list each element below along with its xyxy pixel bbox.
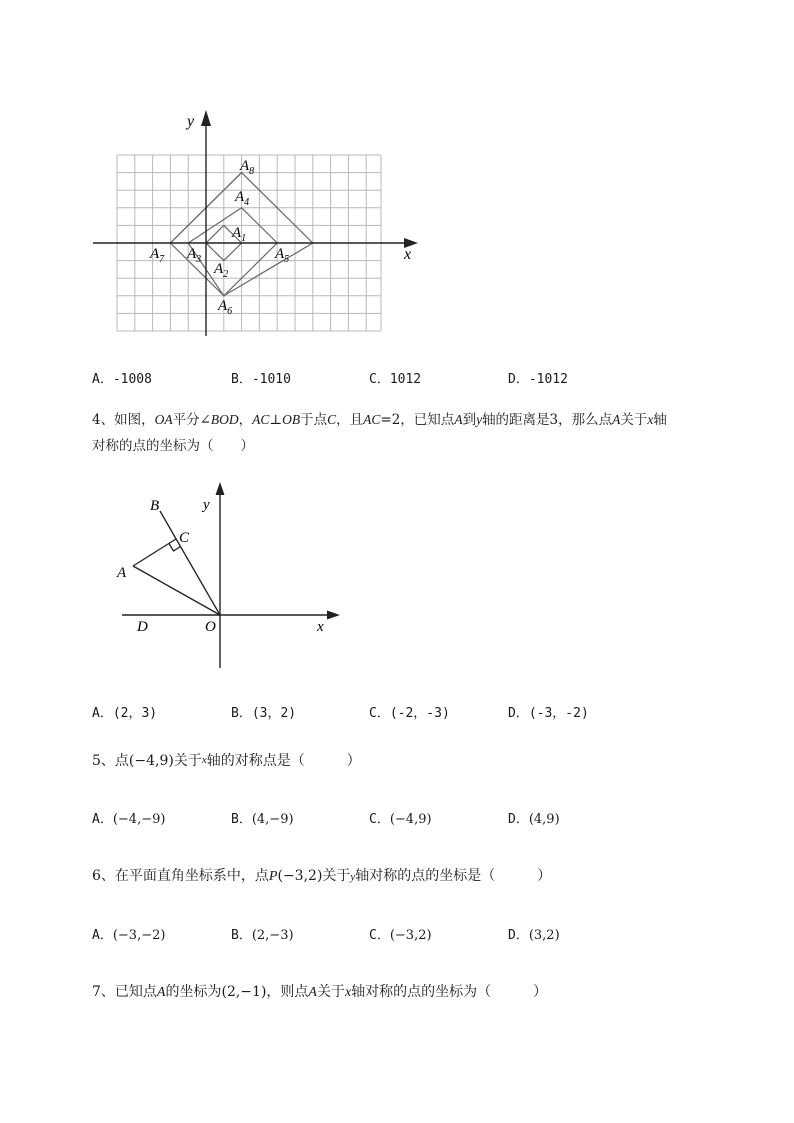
label-a8: $A_8$ bbox=[240, 158, 255, 177]
q4-stem-line2: 对称的点的坐标为（ ） bbox=[92, 438, 254, 454]
q7-var-a: A bbox=[156, 985, 166, 1000]
q4-var-oa: OA bbox=[154, 412, 173, 427]
label-a1: $A_1$ bbox=[232, 225, 247, 244]
q7-text: 7、已知点 bbox=[92, 984, 157, 1000]
ray-ob bbox=[160, 511, 220, 615]
q4-option-c: C．(-2，-3) bbox=[369, 706, 450, 721]
q4-var-ob: OB bbox=[282, 412, 301, 427]
q5-var-x: x bbox=[201, 754, 207, 766]
q6-stem bbox=[92, 865, 551, 885]
label-a5: $A_5$ bbox=[275, 246, 290, 265]
q4-var-bod: BOD bbox=[210, 412, 239, 427]
segment-ac bbox=[133, 539, 176, 566]
label-a7: $A_7$ bbox=[150, 246, 165, 265]
q4-var-a: A bbox=[454, 412, 463, 427]
y-axis-arrow bbox=[216, 482, 225, 495]
q4-var-ac: AC bbox=[252, 412, 270, 427]
q6-option-d: D．(3,2) bbox=[508, 928, 560, 943]
q7-text: ，则点 bbox=[266, 984, 309, 1000]
q7-text: 轴对称的点的坐标为（ ） bbox=[351, 984, 548, 1000]
q3-option-a: A．-1008 bbox=[92, 372, 152, 387]
q4-var-a: A bbox=[612, 412, 621, 427]
q4-text: 于点 bbox=[300, 412, 328, 428]
q6-text: 关于 bbox=[322, 868, 351, 884]
q5-text: 5、点 bbox=[92, 753, 129, 769]
label-b: B bbox=[150, 498, 160, 514]
q7-stem bbox=[92, 981, 547, 1001]
q6-coord: (−3,2) bbox=[277, 868, 323, 884]
q7-var-a: A bbox=[308, 985, 317, 1000]
q6-var-p: P bbox=[268, 869, 278, 884]
label-d: D bbox=[137, 619, 148, 635]
label-a: A bbox=[117, 565, 127, 581]
q4-text: 平分∠ bbox=[172, 412, 211, 428]
q4-var-x: x bbox=[647, 412, 654, 427]
q7-coord: (2,−1) bbox=[221, 984, 267, 1000]
q6-text: 6、在平面直角坐标系中，点 bbox=[92, 868, 269, 884]
q5-text: 关于 bbox=[173, 753, 202, 769]
x-axis-arrow bbox=[327, 611, 340, 620]
q5-option-a: A．(−4,−9) bbox=[92, 812, 166, 827]
q4-option-a: A．(2，3) bbox=[92, 706, 158, 721]
q4-text: 关于 bbox=[620, 412, 648, 428]
q5-option-b: B．(4,−9) bbox=[231, 812, 294, 827]
q5-text: 轴的对称点是（ ） bbox=[206, 753, 361, 769]
label-a2: $A_2$ bbox=[214, 261, 229, 280]
figure-nested-squares bbox=[90, 100, 430, 350]
figure-angle-bisector bbox=[110, 470, 360, 680]
label-a6: $A_6$ bbox=[218, 298, 233, 317]
q4-stem-line1 bbox=[92, 408, 667, 428]
q6-text: 轴对称的点的坐标是（ ） bbox=[355, 868, 552, 884]
label-c: C bbox=[179, 530, 190, 546]
y-axis-arrow bbox=[201, 110, 211, 126]
q4-text: 轴 bbox=[653, 412, 667, 428]
q4-text: ， bbox=[238, 412, 253, 428]
q3-option-c: C．1012 bbox=[369, 372, 422, 387]
q4-text: 轴的距离是3，那么点 bbox=[482, 412, 613, 428]
label-x: x bbox=[317, 619, 324, 635]
q4-text: 4、如图， bbox=[92, 412, 155, 428]
q3-option-b: B．-1010 bbox=[231, 372, 291, 387]
q4-text: =2，已知点 bbox=[380, 412, 455, 428]
q7-text: 的坐标为 bbox=[165, 984, 222, 1000]
q4-text: ⊥ bbox=[269, 412, 283, 428]
label-a3: $A_3$ bbox=[187, 246, 202, 265]
q5-option-c: C．(−4,9) bbox=[369, 812, 432, 827]
q4-var-c: C bbox=[327, 412, 337, 427]
label-a4: $A_4$ bbox=[235, 189, 250, 208]
q5-stem bbox=[92, 750, 361, 770]
q6-option-b: B．(2,−3) bbox=[231, 928, 294, 943]
y-axis-label: y bbox=[187, 113, 195, 130]
label-y: y bbox=[203, 497, 210, 513]
axes bbox=[93, 110, 418, 336]
q3-option-d: D．-1012 bbox=[508, 372, 568, 387]
q6-var-y: y bbox=[350, 871, 356, 883]
segment-oa bbox=[133, 566, 220, 615]
q7-var-x: x bbox=[344, 985, 352, 1000]
q4-text: 到 bbox=[462, 412, 477, 428]
q6-option-c: C．(−3,2) bbox=[369, 928, 432, 943]
q4-var-ac: AC bbox=[363, 412, 381, 427]
x-axis-label: x bbox=[404, 246, 412, 263]
label-o: O bbox=[205, 619, 216, 635]
q4-text: ，且 bbox=[336, 412, 364, 428]
q4-option-d: D．(-3，-2) bbox=[508, 706, 589, 721]
q7-text: 关于 bbox=[316, 984, 345, 1000]
q4-var-y: y bbox=[476, 412, 483, 427]
q5-option-d: D．(4,9) bbox=[508, 812, 560, 827]
q6-option-a: A．(−3,−2) bbox=[92, 928, 166, 943]
q5-coord: (−4,9) bbox=[128, 753, 174, 769]
q4-option-b: B．(3，2) bbox=[231, 706, 297, 721]
